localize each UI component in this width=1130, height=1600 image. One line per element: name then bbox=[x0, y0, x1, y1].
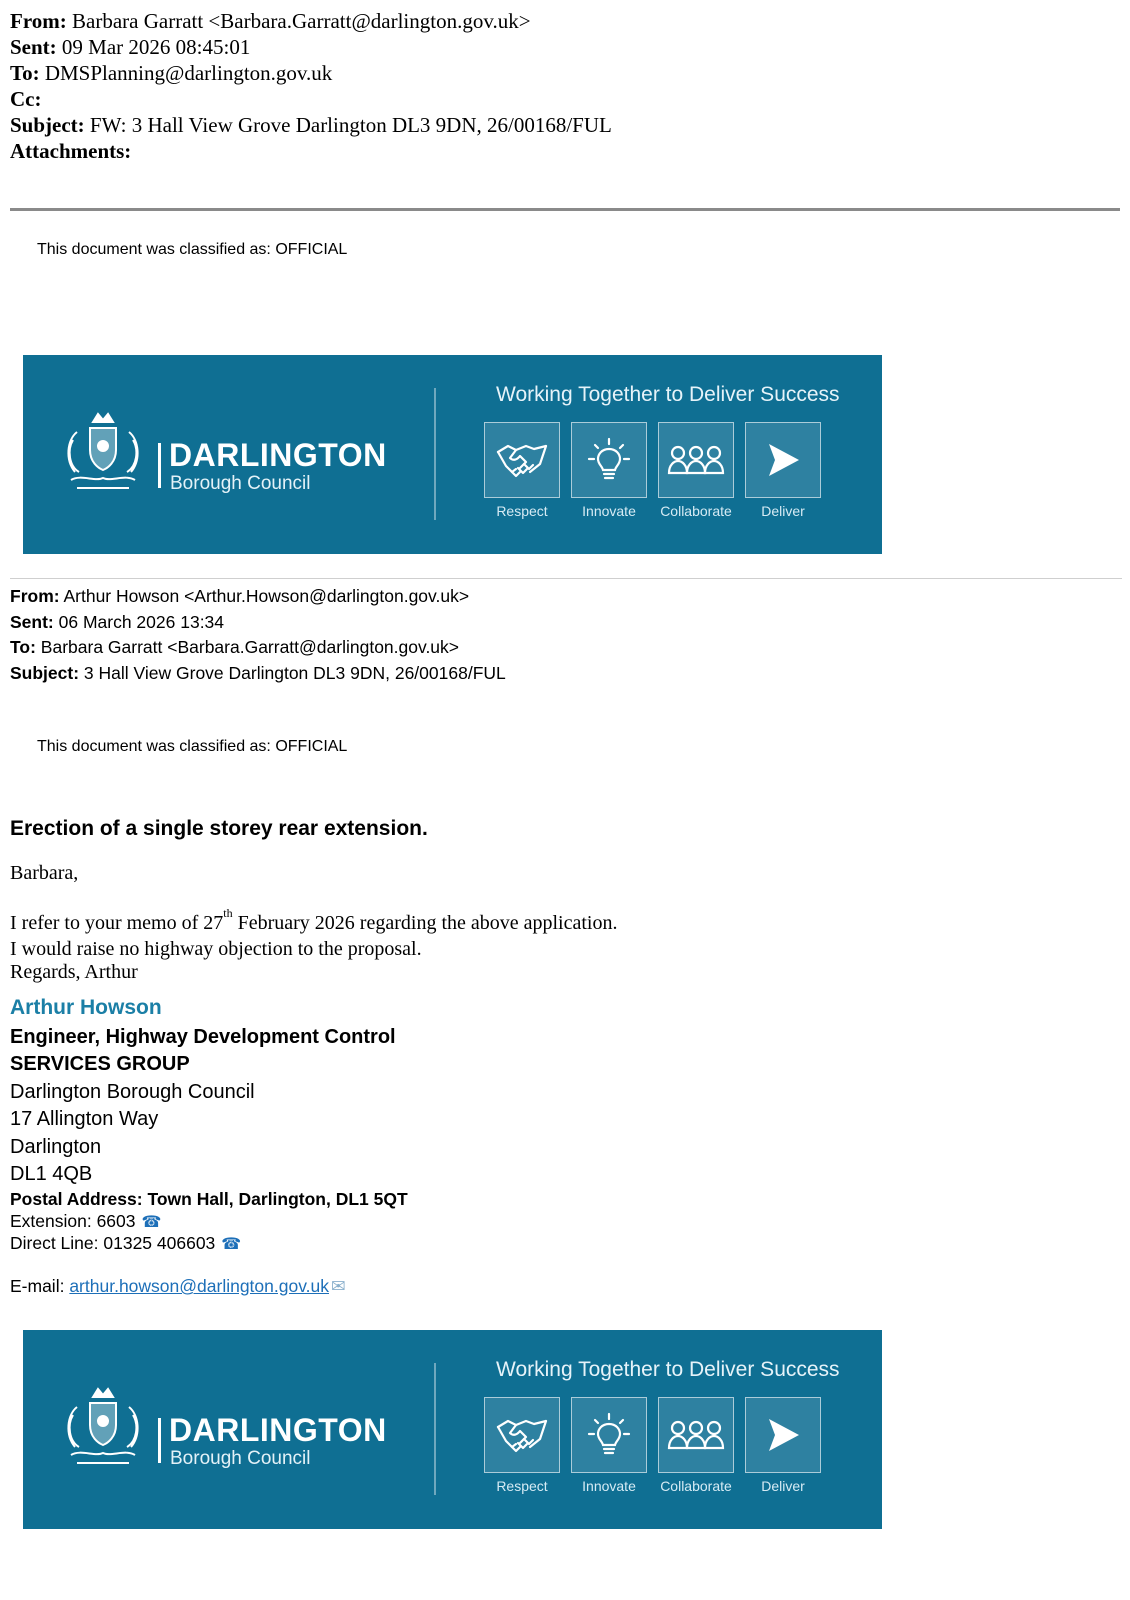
to-value: Barbara Garratt <Barbara.Garratt@darlington.gov.uk> bbox=[40, 637, 460, 657]
coat-of-arms-icon bbox=[63, 1385, 143, 1471]
address-line: DL1 4QB bbox=[10, 1163, 93, 1185]
body-line-2: I would raise no highway objection to the proposal. bbox=[10, 938, 422, 960]
banner-divider bbox=[434, 1363, 436, 1495]
to-value: DMSPlanning@darlington.gov.uk bbox=[44, 61, 333, 85]
value-respect bbox=[484, 1397, 560, 1494]
people-icon bbox=[667, 443, 725, 477]
address-line: 17 Allington Way bbox=[10, 1108, 159, 1130]
greeting: Barbara, bbox=[10, 862, 79, 884]
sent-row: Sent: 09 Mar 2026 08:45:01 bbox=[10, 35, 251, 59]
classification-notice: This document was classified as: OFFICIAL bbox=[37, 738, 348, 755]
original-email-header bbox=[10, 584, 506, 686]
address-line: Darlington bbox=[10, 1136, 102, 1158]
handshake-icon bbox=[495, 438, 549, 482]
value-deliver bbox=[745, 422, 821, 519]
play-arrow-icon bbox=[763, 440, 803, 480]
from-row: From: Arthur Howson <Arthur.Howson@darlington.gov.uk> bbox=[10, 586, 470, 606]
brand-name: DARLINGTON bbox=[169, 1412, 387, 1448]
brand-name: DARLINGTON bbox=[169, 437, 387, 473]
subject-value: 3 Hall View Grove Darlington DL3 9DN, 26/00168/FUL bbox=[83, 662, 506, 683]
phone-icon: ☎ bbox=[141, 1214, 162, 1231]
attachments-row: Attachments: bbox=[10, 139, 132, 163]
message-separator bbox=[10, 578, 1122, 579]
brand-bar bbox=[158, 443, 161, 488]
value-label: Innovate bbox=[582, 1478, 636, 1494]
postal-address: Postal Address: Town Hall, Darlington, DL1 5QT bbox=[10, 1189, 408, 1209]
value-collaborate bbox=[658, 422, 734, 519]
from-value: Arthur Howson <Arthur.Howson@darlington.gov.uk> bbox=[63, 586, 470, 606]
subject-value: FW: 3 Hall View Grove Darlington DL3 9DN, 26/00168/FUL bbox=[89, 113, 612, 137]
value-respect bbox=[484, 422, 560, 519]
banner-tagline: Working Together to Deliver Success bbox=[496, 383, 840, 406]
to-row: To: Barbara Garratt <Barbara.Garratt@darlington.gov.uk> bbox=[10, 637, 460, 657]
classification-notice: This document was classified as: OFFICIAL bbox=[37, 241, 348, 258]
forward-email-header bbox=[10, 8, 612, 164]
subject-row: Subject: FW: 3 Hall View Grove Darlington DL3 9DN, 26/00168/FUL bbox=[10, 113, 612, 137]
from-row: From: Barbara Garratt <Barbara.Garratt@darlington.gov.uk> bbox=[10, 9, 531, 33]
value-deliver bbox=[745, 1397, 821, 1494]
lightbulb-icon bbox=[587, 437, 631, 483]
subject-row: Subject: 3 Hall View Grove Darlington DL3 9DN, 26/00168/FUL bbox=[10, 662, 506, 683]
value-label: Respect bbox=[496, 1478, 548, 1494]
sent-value: 09 Mar 2026 08:45:01 bbox=[61, 35, 251, 59]
sent-row: Sent: 06 March 2026 13:34 bbox=[10, 611, 225, 632]
value-innovate bbox=[571, 422, 647, 519]
address-line: Darlington Borough Council bbox=[10, 1081, 255, 1103]
council-banner bbox=[23, 1330, 882, 1529]
banner-tagline: Working Together to Deliver Success bbox=[496, 1358, 840, 1381]
extension-row: Extension: 6603 ☎ bbox=[10, 1211, 162, 1231]
body-line-1: I refer to your memo of 27th February 2026 regarding the above application. bbox=[10, 906, 618, 934]
value-label: Innovate bbox=[582, 503, 636, 519]
sent-value: 06 March 2026 13:34 bbox=[58, 611, 225, 632]
closing: Regards, Arthur bbox=[10, 961, 138, 983]
value-label: Deliver bbox=[761, 503, 805, 519]
banner-divider bbox=[434, 388, 436, 520]
value-label: Respect bbox=[496, 503, 548, 519]
header-divider bbox=[10, 208, 1120, 211]
brand-subtitle: Borough Council bbox=[170, 473, 311, 494]
email-link[interactable]: arthur.howson@darlington.gov.uk bbox=[69, 1276, 330, 1296]
proposal-heading: Erection of a single storey rear extension. bbox=[10, 817, 428, 840]
email-row: E-mail: arthur.howson@darlington.gov.uk ✉ bbox=[10, 1276, 346, 1296]
value-collaborate bbox=[658, 1397, 734, 1494]
brand-bar bbox=[158, 1418, 161, 1463]
coat-of-arms-icon bbox=[63, 410, 143, 496]
brand-subtitle: Borough Council bbox=[170, 1448, 311, 1469]
direct-line-row: Direct Line: 01325 406603 ☎ bbox=[10, 1233, 242, 1253]
lightbulb-icon bbox=[587, 1412, 631, 1458]
signature-title: Engineer, Highway Development Control bbox=[10, 1026, 396, 1048]
people-icon bbox=[667, 1418, 725, 1452]
signature-name: Arthur Howson bbox=[10, 996, 162, 1019]
value-label: Collaborate bbox=[660, 503, 732, 519]
from-value: Barbara Garratt <Barbara.Garratt@darlington.gov.uk> bbox=[72, 9, 531, 33]
play-arrow-icon bbox=[763, 1415, 803, 1455]
envelope-icon[interactable]: ✉ bbox=[331, 1276, 346, 1296]
phone-icon: ☎ bbox=[221, 1236, 242, 1253]
cc-row: Cc: bbox=[10, 87, 42, 111]
value-label: Deliver bbox=[761, 1478, 805, 1494]
signature-group: SERVICES GROUP bbox=[10, 1053, 190, 1075]
handshake-icon bbox=[495, 1413, 549, 1457]
council-banner bbox=[23, 355, 882, 554]
value-innovate bbox=[571, 1397, 647, 1494]
to-row: To: DMSPlanning@darlington.gov.uk bbox=[10, 61, 333, 85]
value-label: Collaborate bbox=[660, 1478, 732, 1494]
